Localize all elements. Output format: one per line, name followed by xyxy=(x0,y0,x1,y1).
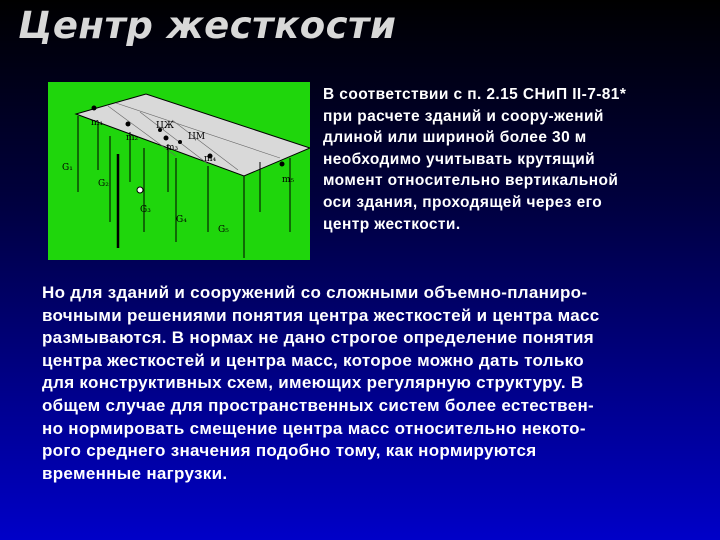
label-m2: m₂ xyxy=(126,133,139,143)
label-g1: G₁ xyxy=(62,163,73,173)
intro-paragraph: В соответствии с п. 2.15 СНиП II-7-81* при расчете зданий и соору-жений длиной или шириной более 30 м необходимо учитывать крутящий момент относительно вертикальной оси здания, проходящей через его центр жесткости. xyxy=(323,86,627,233)
label-g4: G₄ xyxy=(176,215,187,225)
label-m5: m₅ xyxy=(282,175,295,185)
frame-diagram-svg xyxy=(48,82,310,260)
label-m1: m₁ xyxy=(91,118,104,128)
label-m4: m₄ xyxy=(204,154,217,164)
rotation-point xyxy=(137,187,143,193)
label-mass-center: ЦМ xyxy=(188,132,206,142)
label-stiffness-center: ЦЖ xyxy=(156,121,174,131)
label-m3: m₃ xyxy=(166,143,179,153)
mass-center-point xyxy=(178,140,182,144)
slide-title: Центр жесткости xyxy=(18,4,397,47)
mass-point xyxy=(92,106,97,111)
mass-point xyxy=(280,162,285,167)
stiffness-center-diagram xyxy=(48,82,310,260)
label-g5: G₅ xyxy=(218,225,229,235)
mass-point xyxy=(164,136,169,141)
label-g3: G₃ xyxy=(140,205,151,215)
main-paragraph: Но для зданий и сооружений со сложными объемно-планиро- вочными решениями понятия центра жесткостей и центра масс размываются. В нормах не дано строгое определение понятия центра жесткостей и центра масс, которое можно дать только для конструктивных схем, имеющих регулярную структуру. В общем случае для пространственных систем более естествен- но нормировать смещение центра масс относительно некото- рого среднего значения подобно тому, как нормируются временные нагрузки. xyxy=(42,283,600,483)
mass-point xyxy=(126,122,131,127)
label-g2: G₂ xyxy=(98,179,109,189)
